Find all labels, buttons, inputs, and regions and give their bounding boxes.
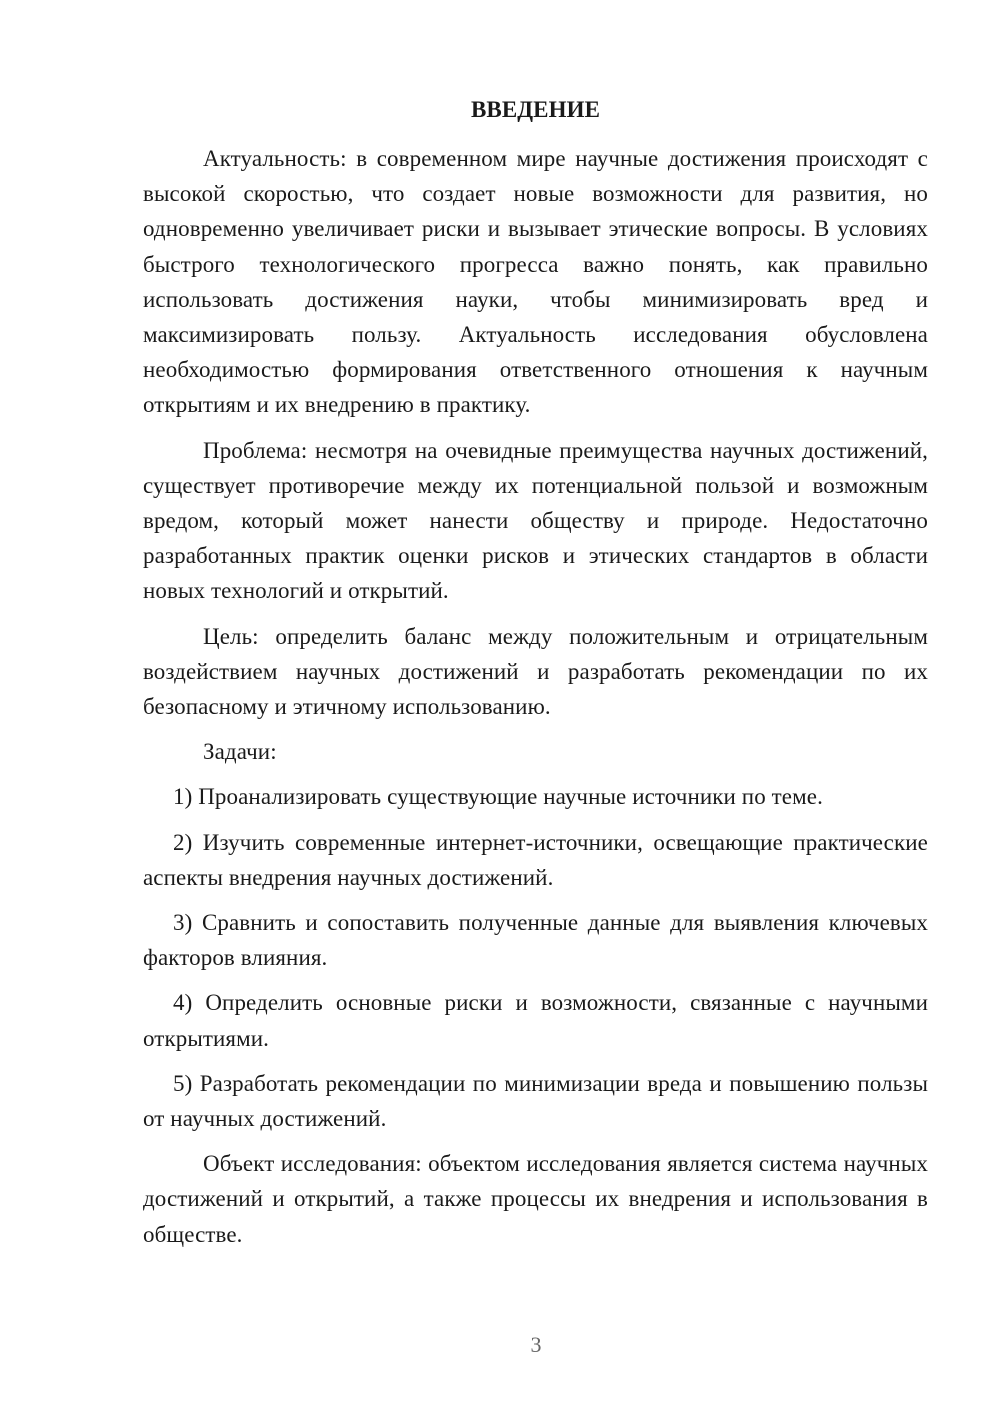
page-number: 3 [530, 1332, 542, 1357]
task-item-5: 5) Разработать рекомендации по минимизации вреда и повышению пользы от научных достижений. [143, 1070, 928, 1132]
goal-paragraph: Цель: определить баланс между положительным и отрицательным воздействием научных достижений и разработать рекомендации по их безопасному и этичному использованию. [143, 623, 928, 720]
object-paragraph: Объект исследования: объектом исследования является система научных достижений и открытий, а также процессы их внедрения и использования в обществе. [143, 1151, 928, 1247]
task-item-1: 1) Проанализировать существующие научные источники по теме. [173, 784, 823, 810]
tasks-label: Задачи: [203, 739, 277, 765]
problem-paragraph: Проблема: несмотря на очевидные преимущества научных достижений, существует противоречие между их потенциальной пользой и возможным вредом, который может нанести обществу и природе. Недостаточно разработанных практик оценки рисков и этических стандартов в области новых технологий и открытий. [143, 437, 928, 604]
relevance-paragraph: Актуальность: в современном мире научные достижения происходят с высокой скоростью, что создает новые возможности для развития, но одновременно увеличивает риски и вызывает этические вопросы. В условиях быстрого технологического прогресса важно понять, как правильно использовать достижения науки, чтобы минимизировать вред и максимизировать пользу. Актуальность исследования обусловлена необходимостью формирования ответственного отношения к научным открытиям и их внедрению в практику. [143, 146, 928, 418]
task-item-3: 3) Сравнить и сопоставить полученные данные для выявления ключевых факторов влияния. [143, 910, 928, 971]
document-body [143, 92, 928, 1262]
task-item-2: 2) Изучить современные интернет-источники, освещающие практические аспекты внедрения научных достижений. [143, 829, 928, 890]
section-heading: ВВЕДЕНИЕ [470, 97, 601, 122]
task-item-4: 4) Определить основные риски и возможности, связанные с научными открытиями. [143, 990, 928, 1051]
